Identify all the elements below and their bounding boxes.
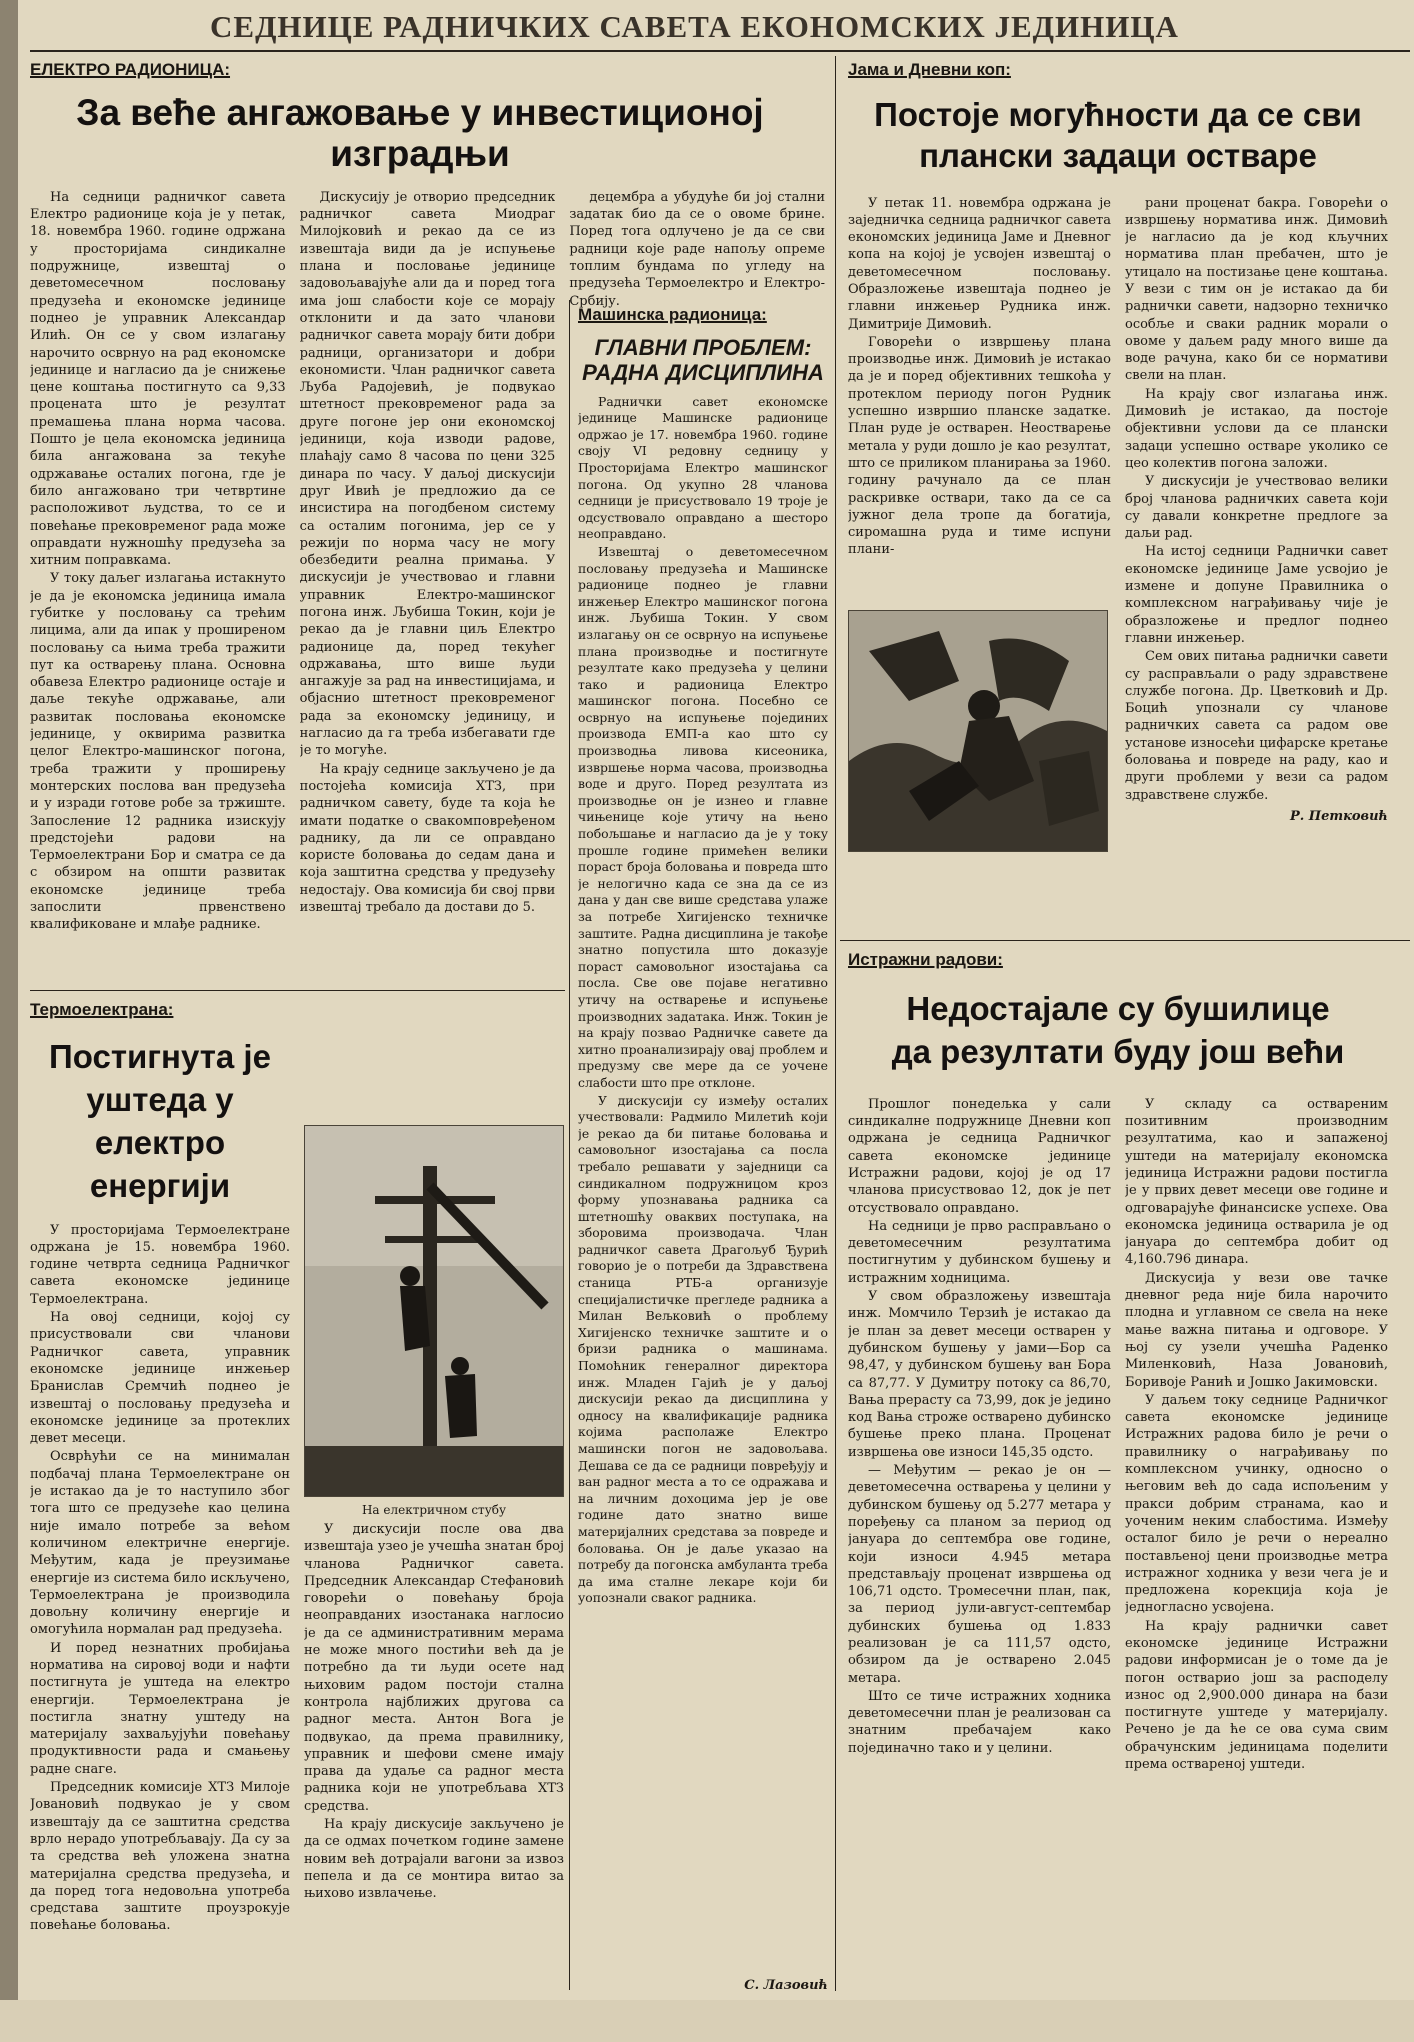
- paragraph: И поред незнатних пробијања норматива на сировој води и нафти постигнута је уштеда на електро енергији. Термоелектрана је постигла знатну уштеду на материјалу захваљујући повећању продуктивности рада и смањењу радне снаге.: [30, 1640, 290, 1777]
- paragraph: децембра а убудуће би јој стални задатак био да се о овоме брине. Поред тога одлучено је да се сви радници које раде напољу опреме топлим бундама по угледу на предузећа Термоелектро и Електро-Србију.: [569, 189, 826, 309]
- elektro-col-2: [300, 189, 556, 1039]
- paragraph: У току даљег излагања истакнуто је да је економска јединица имала губитке у пословању са трећим лицима, али да ипак у проширеном пословању са њима треба тражити пут ка остварењу плана. Основна обавеза Електро радионице остаје и даље текуће одржавање, али развитак пословања економске јединице, у оквирима развитка целог Електро-машинског погона, треба тражити у проширењу монтерских послова ван предузећа и у изради готове робе за тржиште. Запосление 12 радника изискују предстојећи радови на Термоелектрани Бор и сматра се да с обзиром на општи развитак економске јединице треба запослити првенствено квалификоване и млађе раднике.: [30, 571, 286, 933]
- photo-electric-pole: [304, 1125, 564, 1497]
- masinska-body: [578, 394, 828, 1974]
- article-termo: [30, 1000, 565, 2042]
- dept-label-istrazni: Истражни радови:: [848, 950, 1003, 969]
- section-rule-right: [840, 940, 1410, 941]
- paragraph: Раднички савет економске јединице Машинске радионице одржао је 17. новембра 1960. године своју VI редовну седницу у Просторијама Електро машинског погона. Од укупно 28 чланова седници је присуствовало 19 троје је одсуствовало оправдано а шесторо неоправдано.: [578, 393, 828, 542]
- paragraph: У дискусији су између осталих учествовали: Радмило Милетић који је рекао да би питање боловања и самовољног изостајања са посла требало решавати у заједници са синдикалном подружницом кроз форму упознавања радника са штетношћу оваквих поступака, на зборовима производача. Члан радничког савета Драгољуб Ђурић говорио је о потреби да Здравствена станица РТБ-а организује специјалистичке прегледе радника а Милан Вељковић о проблему Хигијенско техничке заштите и о бризи радника о машинама. Помоћник генералног директора инж. Младен Гајић је у даљој дискусији рекао да дисциплина у односу на квалификације радника којима располаже Електро машински погон не задовољава. Дешава се да се радници повређују и ван радног места а то се одражава и на личним дохоцима јер је ове године дато знатно више материјалних средстава за повреде и боловања. Он је даље указао на потребу да погонска амбуланта треба да има сталне лекаре који би уопознали сваког радника.: [578, 1092, 828, 1606]
- paragraph: Прошлог понедељка у сали синдикалне подружнице Дневни коп одржана је седница Радничког савета економске јединице Истражни радови, којој је од 17 чланова присуствовао 12, док је пет отсуствовало оправдано.: [848, 1096, 1111, 1216]
- paragraph: Што се тиче истражних ходника деветомесечни план је реализован са знатним пребачајем како појединачно тако и у целини.: [848, 1688, 1111, 1756]
- paragraph: Осврћући се на минималан подбачај плана Термоелектране он је истакао да је то наступило због тога што се предузеће као целина није имало потребе за већом количином електричне енергије. Међутим, када је преузимање енергије из система било искључено, Термоелектрана је производила довољну количину енергије и омогућила нормалан рад предузећа.: [30, 1449, 290, 1638]
- signature-jama: Р. Петковић: [1289, 808, 1388, 824]
- istrazni-col-2: [1125, 1096, 1388, 1956]
- paragraph: рани проценат бакра. Говорећи о извршењу норматива инж. Димовић је нагласио да је код кључних норматива план пребачен, што је утицало на постизање цене коштања. У вези с тим он је истакао да би раднички савети, надзорно техничко особље и сваки радник морали о овоме у даљем раду много више да воде рачуна, како би се нормативи свели на план.: [1125, 195, 1388, 384]
- headline-istrazni: Недостајале су бушилице да резултати буду још већи: [891, 990, 1345, 1070]
- termo-right-wrap: [304, 1030, 564, 2042]
- paragraph: На крају раднички савет економске јединице Истражни радови информисан је о томе да је погон остварио још за расподелу износ од 2,900.000 динара на бази постигнуте уштеде у материјалу. Речено је да ће се ова сума свим обрачунским јединицама поделити према оствареној уштеди.: [1125, 1618, 1388, 1773]
- masthead-title: СЕДНИЦЕ РАДНИЧКИХ САВЕТА ЕКОНОМСКИХ ЈЕДИНИЦА: [210, 9, 1179, 44]
- paragraph: Дискусију је отворио председник радничког савета Миодраг Милојковић и рекао да се из извештаја види да је испуњење плана и пословање јединице задовољавајуће али да и поред тога има још слабости које се морају отклонити и да зато чланови радничког савета морају бити добри радници, организатори и добри економисти. Члан радничког савета Љуба Радојевић, је подвукао штетност прековременог рада за друге погоне јер они економској јединици, која изводи радове, плаћају само 8 часова по цени 325 динара по часу. У даљој дискусији друг Ивић је предложио да се инсистира на погодбеном систему са осталим погонима, јер се у режији по норма часу не могу обезбедити реална примања. У дискусији је учествовао и главни управник Електро-машинског погона инж. Љубиша Токин, који је рекао да је главни циљ Електро радионице да, поред текућег одржавања, што више људи ангажује за рад на инвестицијама, и објаснио штетност прековременог рада за економску јединицу, и нагласио да га треба избегавати где је то могуће.: [299, 189, 556, 759]
- masthead-rule: [30, 50, 1410, 52]
- paragraph: На седници је прво расправљано о деветомесечним резултатима постигнутим у дубинском бушењу и истражним ходницима.: [848, 1218, 1111, 1286]
- paragraph: У дискусији је учествовао велики број чланова радничких савета који су давали конкретне предлоге за даљи рад.: [1125, 474, 1388, 542]
- termo-right-rule: [569, 1015, 570, 1990]
- jama-col-2: [1125, 195, 1388, 1015]
- paragraph: На крају седнице закључено је да постојећа комисија ХТЗ, при радничком савету, буде та која ће имати податке о свакомповређеном раднику, да ли се оправдано користе боловања до седам дана и која заштитна средства у предузећу недостају. Ова комисија би свој први извештај требало да достави до 5.: [299, 761, 556, 916]
- termo-col-2: [304, 1521, 564, 1921]
- headline-masinska: ГЛАВНИ ПРОБЛЕМ: РАДНА ДИСЦИПЛИНА: [582, 335, 824, 386]
- headline-jama: Постоје могућности да се сви плански задаци остваре: [874, 96, 1362, 175]
- paragraph: Сем ових питања раднички савети су расправљали о раду здравствене службе погона. Др. Цветковић и Др. Боцић упознали су чланове радничких савета са радом ове установе износећи цифарске кретање боловања и повреде на раду, као и други проблеми у вези са радом здравствене службе.: [1125, 649, 1388, 803]
- signature-masinska: С. Лазовић: [744, 1977, 828, 1993]
- article-istrazni: [848, 950, 1388, 1956]
- article-jama: [848, 60, 1388, 1015]
- dept-label-masinska: Машинска радионица:: [578, 305, 767, 324]
- paragraph: Дискусија у вези ове тачке дневног реда није била нарочито плодна и углавном се свела на неке мање важна питања и одговоре. У њој су узели учешћа Раденко Миленковић, Наза Јовановић, Боривоје Ранић и Јошко Јакимовски.: [1125, 1270, 1388, 1390]
- paragraph: У свом образложењу извештаја инж. Момчило Терзић је истакао да је план за девет месеци остварен у дубинском бушењу у јами—Бор са 98,47, у дубинском бушењу ван Бора са 87,77. У Думитру потоку са 86,70, Вања прерасту са 73,99, док је једино код Вања строже остварено дубинско бушење преко плана. Проценат извршења ове износи 145,35 одсто.: [848, 1289, 1111, 1460]
- dept-label-elektro: ЕЛЕКТРО РАДИОНИЦА:: [30, 60, 231, 79]
- paragraph: — Међутим — рекао је он — деветомесечна остварења у целини у дубинском бушењу од 5.277 метара у поређењу са планом за период од јануара до септембра ове године, који износи 4.945 метара представљају проценат извршења од 106,71 одсто. Тромесечни план, пак, за период јули-август-септембар дубинских бушења од 1.833 реализован је са 111,57 одсто, обзиром да је остварено 2.045 метара.: [848, 1463, 1111, 1686]
- istrazni-col-1: [848, 1096, 1111, 1956]
- paragraph: Говорећи о извршењу плана производње инж. Димовић је истакао да је и поред објективних тешкоћа у протеклом периоду погон Рудник успешно извршио планске задатке. План руде је остварен. Неостварење метала у руди дошло је као резултат, што се приликом планирања за 1960. годину рачунало да се план раскривке оствари, тако да се са јужног дела тропе да богатија, сиромашна руда и тиме испуни плани-: [848, 334, 1111, 558]
- paragraph: На крају дискусије закључено је да се одмах почетком године замене новим већ дотрајали вагони за извоз пепела и да се монтира витао за њихово извлачење.: [304, 1817, 564, 1902]
- paragraph: У даљем току седнице Радничког савета економске јединице Истражних радова било је речи о правилнику о награђивању по комплексном учинку, односно о његовим већ до сада испољеним у пракси добрим странама, као и уоченим неким слабостима. Између осталог било је речи о нереално постављеној цени производње метра истражног ходника у вези чега је и предложена корекција која је једногласно усвојена.: [1125, 1392, 1388, 1616]
- masthead: [40, 8, 1410, 46]
- dept-label-termo: Термоелектрана:: [30, 1000, 174, 1019]
- paragraph: Извештај о деветомесечном пословању предузећа и Машинске радионице поднео је главни инжењер Електро машинског погона инж. Љубиша Токин. У свом излагању он се осврнуо на испуњење плана производње и постигнуте резултате како предузећа у целини тако и радионица Електро машинског погона. Посебно се осврнуо на испуњење појединих производа ЕМП-а као што су производња ливова кисеоника, извршење норма часова, производња воде и друго. Поред резултата из производње он је изнео и главне чињенице које утичу на њено побољшање и нагласио да је у току прошле године примећен велики пораст броја боловања и повреда што је нелогично када се зна да се из дана у дан све више средстава улаже за потребе Хигијенско техничке заштите. Радна дисциплина је такође знатно попустила што доказује пораст самовољног изостајања са посла. Све ове појаве негативно утичу на остварење и испуњење производних задатака. Инж. Токин је на крају позвао Радничке савете да хитно проанализирају овај проблем и предузму све мере да се уочене слабости што пре отклоне.: [578, 543, 828, 1090]
- paragraph: На седници радничког савета Електро радионице која је у петак, 18. новембра 1960. године одржана у просторијама синдикалне подружнице, извештај о деветомесечном пословању предузећа и економске јединице поднео је управник Александар Илић. Он се у свом излагању нарочито осврнуо на рад економске јединице и нагласио да је снижење цене коштања постигнуто са 9,33 процената што је резултат премашења плана норма часова. Пошто је цела економска јединица била ангажована за текуће одржавање осталих погона, где је било ангажовано три четвртине расположивот људства, то се и повећање прековременог рада може оправдати нужношћу предузећа за хитним поправкама.: [30, 189, 286, 569]
- jama-col-1-wrap: [848, 195, 1111, 1015]
- paragraph: Председник комисије ХТЗ Милоје Јовановић подвукао је у свом извештају да се заштитна средства врло нерадо употребљавају. Да су за та средства већ уложена знатна материјална средства предузећа, и да поред тога недовољна употреба средстава заштите проузрокује повећање боловања.: [30, 1780, 290, 1934]
- center-column-rule: [835, 56, 836, 1991]
- paragraph: На овој седници, којој су присуствовали сви чланови Радничког савета, управник економске јединице инжењер Бранислав Сремчић поднео је извештај о пословању предузећа и економске јединице за протеклих девет месеци.: [30, 1310, 290, 1447]
- paragraph: У просторијама Термоелектране одржана је 15. новембра 1960. године четврта седница Радничког савета економске јединице Термоелектрана.: [30, 1222, 290, 1307]
- termo-col-1: [30, 1222, 290, 2042]
- illustration-miner: [848, 610, 1108, 852]
- jama-col-1: [848, 195, 1111, 600]
- headline-elektro: За веће ангажовање у инвестиционој изградњи: [76, 92, 764, 175]
- section-rule-left: [30, 990, 565, 991]
- photo-caption: На електричном стубу: [361, 1503, 507, 1517]
- headline-termo: Постигнута је уштеда у електро енергији: [49, 1038, 271, 1204]
- termo-left-wrap: [30, 1030, 290, 2042]
- paragraph: У складу са оствареним позитивним производним резултатима, као и запаженој уштеди на материјалу економска јединица Истражни радови постигла је у првих девет месеци ове године и одговарајуће финансиске успехе. Ова економска јединица остварила је од јануара до септембра добит од 4,160.796 динара.: [1125, 1096, 1388, 1268]
- termo-top-row: [30, 1030, 565, 2042]
- dept-label-jama: Јама и Дневни коп:: [848, 60, 1011, 79]
- page-edge: [0, 0, 18, 2000]
- article-masinska: [578, 305, 828, 1993]
- paragraph: На истој седници Раднички савет економске јединице Јаме усвојио је измене и допуне Правилника о комплексном награђивању чије је образложење и предлог поднео главни инжењер.: [1125, 544, 1388, 646]
- paragraph: На крају свог излагања инж. Димовић је истакао, да постоје објективни услови да се плански задаци успешно остваре уколико се цео колектив погона заложи.: [1125, 386, 1388, 471]
- paragraph: У дискусији после ова два извештаја узео је учешћа знатан број чланова Радничког савета. Председник Александар Стефановић говорећи о повећању броја неоправданих изостанака наглосио је да се административним мерама не може много постићи већ да је потребно да ти људи осете над њиховим радом постоји стална контрола најближих другова са радног места. Антон Вога је подвукао, да према правилнику, управник и шефови смене имају права да удаље са радног места радника који не употребљава ХТЗ средства.: [304, 1522, 564, 1814]
- paragraph: У петак 11. новембра одржана је заједничка седница радничког савета економских јединица Јаме и Дневног копа на којој је усвојен извештај о деветомесечном пословању. Образложење извештаја поднео је главни инжењер Рудника инж. Димитрије Димовић.: [848, 195, 1111, 332]
- elektro-col-1: [30, 189, 286, 1039]
